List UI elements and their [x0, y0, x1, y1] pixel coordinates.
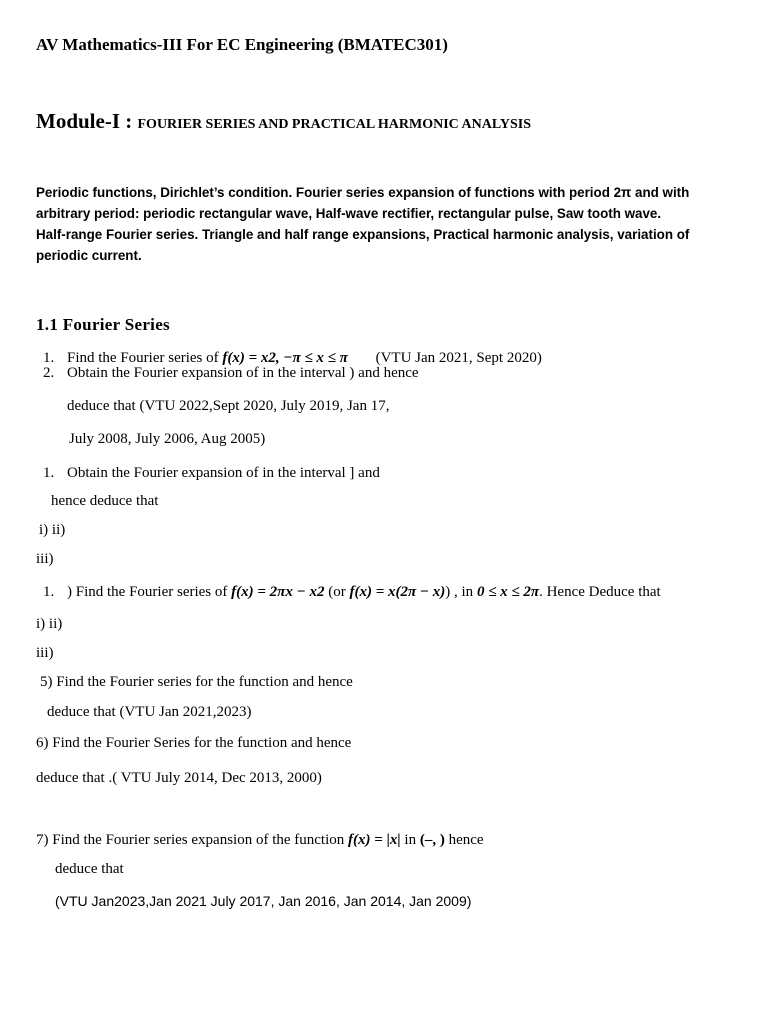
question-number: 2. — [43, 365, 55, 381]
question-interval: 0 ≤ x ≤ 2π — [476, 584, 540, 600]
syllabus-line: arbitrary period: periodic rectangular wave, Half-wave rectifier, rectangular pulse, Saw tooth wave. — [36, 206, 662, 221]
question-formula: f(x) = x2, −π ≤ x ≤ π — [222, 350, 348, 366]
module-label: Module-I : — [36, 109, 138, 133]
question-3-parts: i) ii) — [39, 522, 66, 538]
question-3-parts-iii: iii) — [36, 551, 54, 567]
question-2-line-3: July 2008, July 2006, Aug 2005) — [69, 431, 266, 447]
syllabus-paragraph — [36, 182, 736, 266]
syllabus-line: periodic current. — [36, 248, 142, 263]
question-text: Obtain the Fourier expansion of in the interval ) and hence — [67, 365, 419, 381]
question-interval: (–, ) — [419, 832, 445, 848]
module-heading — [36, 109, 531, 134]
question-4 — [43, 584, 661, 601]
question-6: 6) Find the Fourier Series for the function and hence — [36, 735, 352, 751]
syllabus-line: Periodic functions, Dirichlet’s condition. Fourier series expansion of functions with period 2π and with — [36, 185, 690, 200]
question-2-line-2: deduce that (VTU 2022,Sept 2020, July 2019, Jan 17, — [67, 398, 390, 414]
question-7-line-2: deduce that — [55, 861, 124, 877]
question-text-tail: hence — [444, 832, 484, 848]
question-5-line-2: deduce that (VTU Jan 2021,2023) — [47, 704, 252, 720]
question-4-parts: i) ii) — [36, 616, 63, 632]
question-text: ) Find the Fourier series of — [67, 584, 232, 600]
question-3-line-2: hence deduce that — [51, 493, 159, 509]
question-text-connector: in — [400, 832, 420, 848]
question-5: 5) Find the Fourier series for the function and hence — [40, 674, 353, 690]
question-number: 1. — [43, 465, 55, 481]
module-title: FOURIER SERIES AND PRACTICAL HARMONIC ANALYSIS — [137, 117, 532, 132]
exam-reference: (VTU Jan 2021, Sept 2020) — [375, 350, 542, 366]
question-4-parts-iii: iii) — [36, 645, 54, 661]
question-text-tail: . Hence Deduce that — [539, 584, 661, 600]
question-formula: f(x) = |x| — [348, 832, 401, 848]
question-text: 7) Find the Fourier series expansion of the function — [36, 832, 349, 848]
question-number: 1. — [43, 584, 55, 600]
course-title: AV Mathematics-III For EC Engineering (BMATEC301) — [36, 35, 448, 54]
question-text-connector: (or — [324, 584, 350, 600]
question-text-connector: ) , in — [445, 584, 477, 600]
question-7 — [36, 832, 484, 849]
question-3 — [43, 465, 380, 482]
question-7-reference: (VTU Jan2023,Jan 2021 July 2017, Jan 2016, Jan 2014, Jan 2009) — [55, 893, 472, 909]
question-6-line-2: deduce that .( VTU July 2014, Dec 2013, 2000) — [36, 770, 322, 786]
question-text: Find the Fourier series of — [67, 350, 223, 366]
question-formula: f(x) = 2πx − x2 — [231, 584, 325, 600]
syllabus-line: Half-range Fourier series. Triangle and half range expansions, Practical harmonic analysis, variation of — [36, 227, 690, 242]
question-number: 1. — [43, 350, 55, 366]
section-heading: 1.1 Fourier Series — [36, 315, 170, 334]
question-text: Obtain the Fourier expansion of in the interval ] and — [67, 465, 380, 481]
question-formula-alt: f(x) = x(2π − x) — [349, 584, 446, 600]
question-2 — [43, 365, 419, 382]
